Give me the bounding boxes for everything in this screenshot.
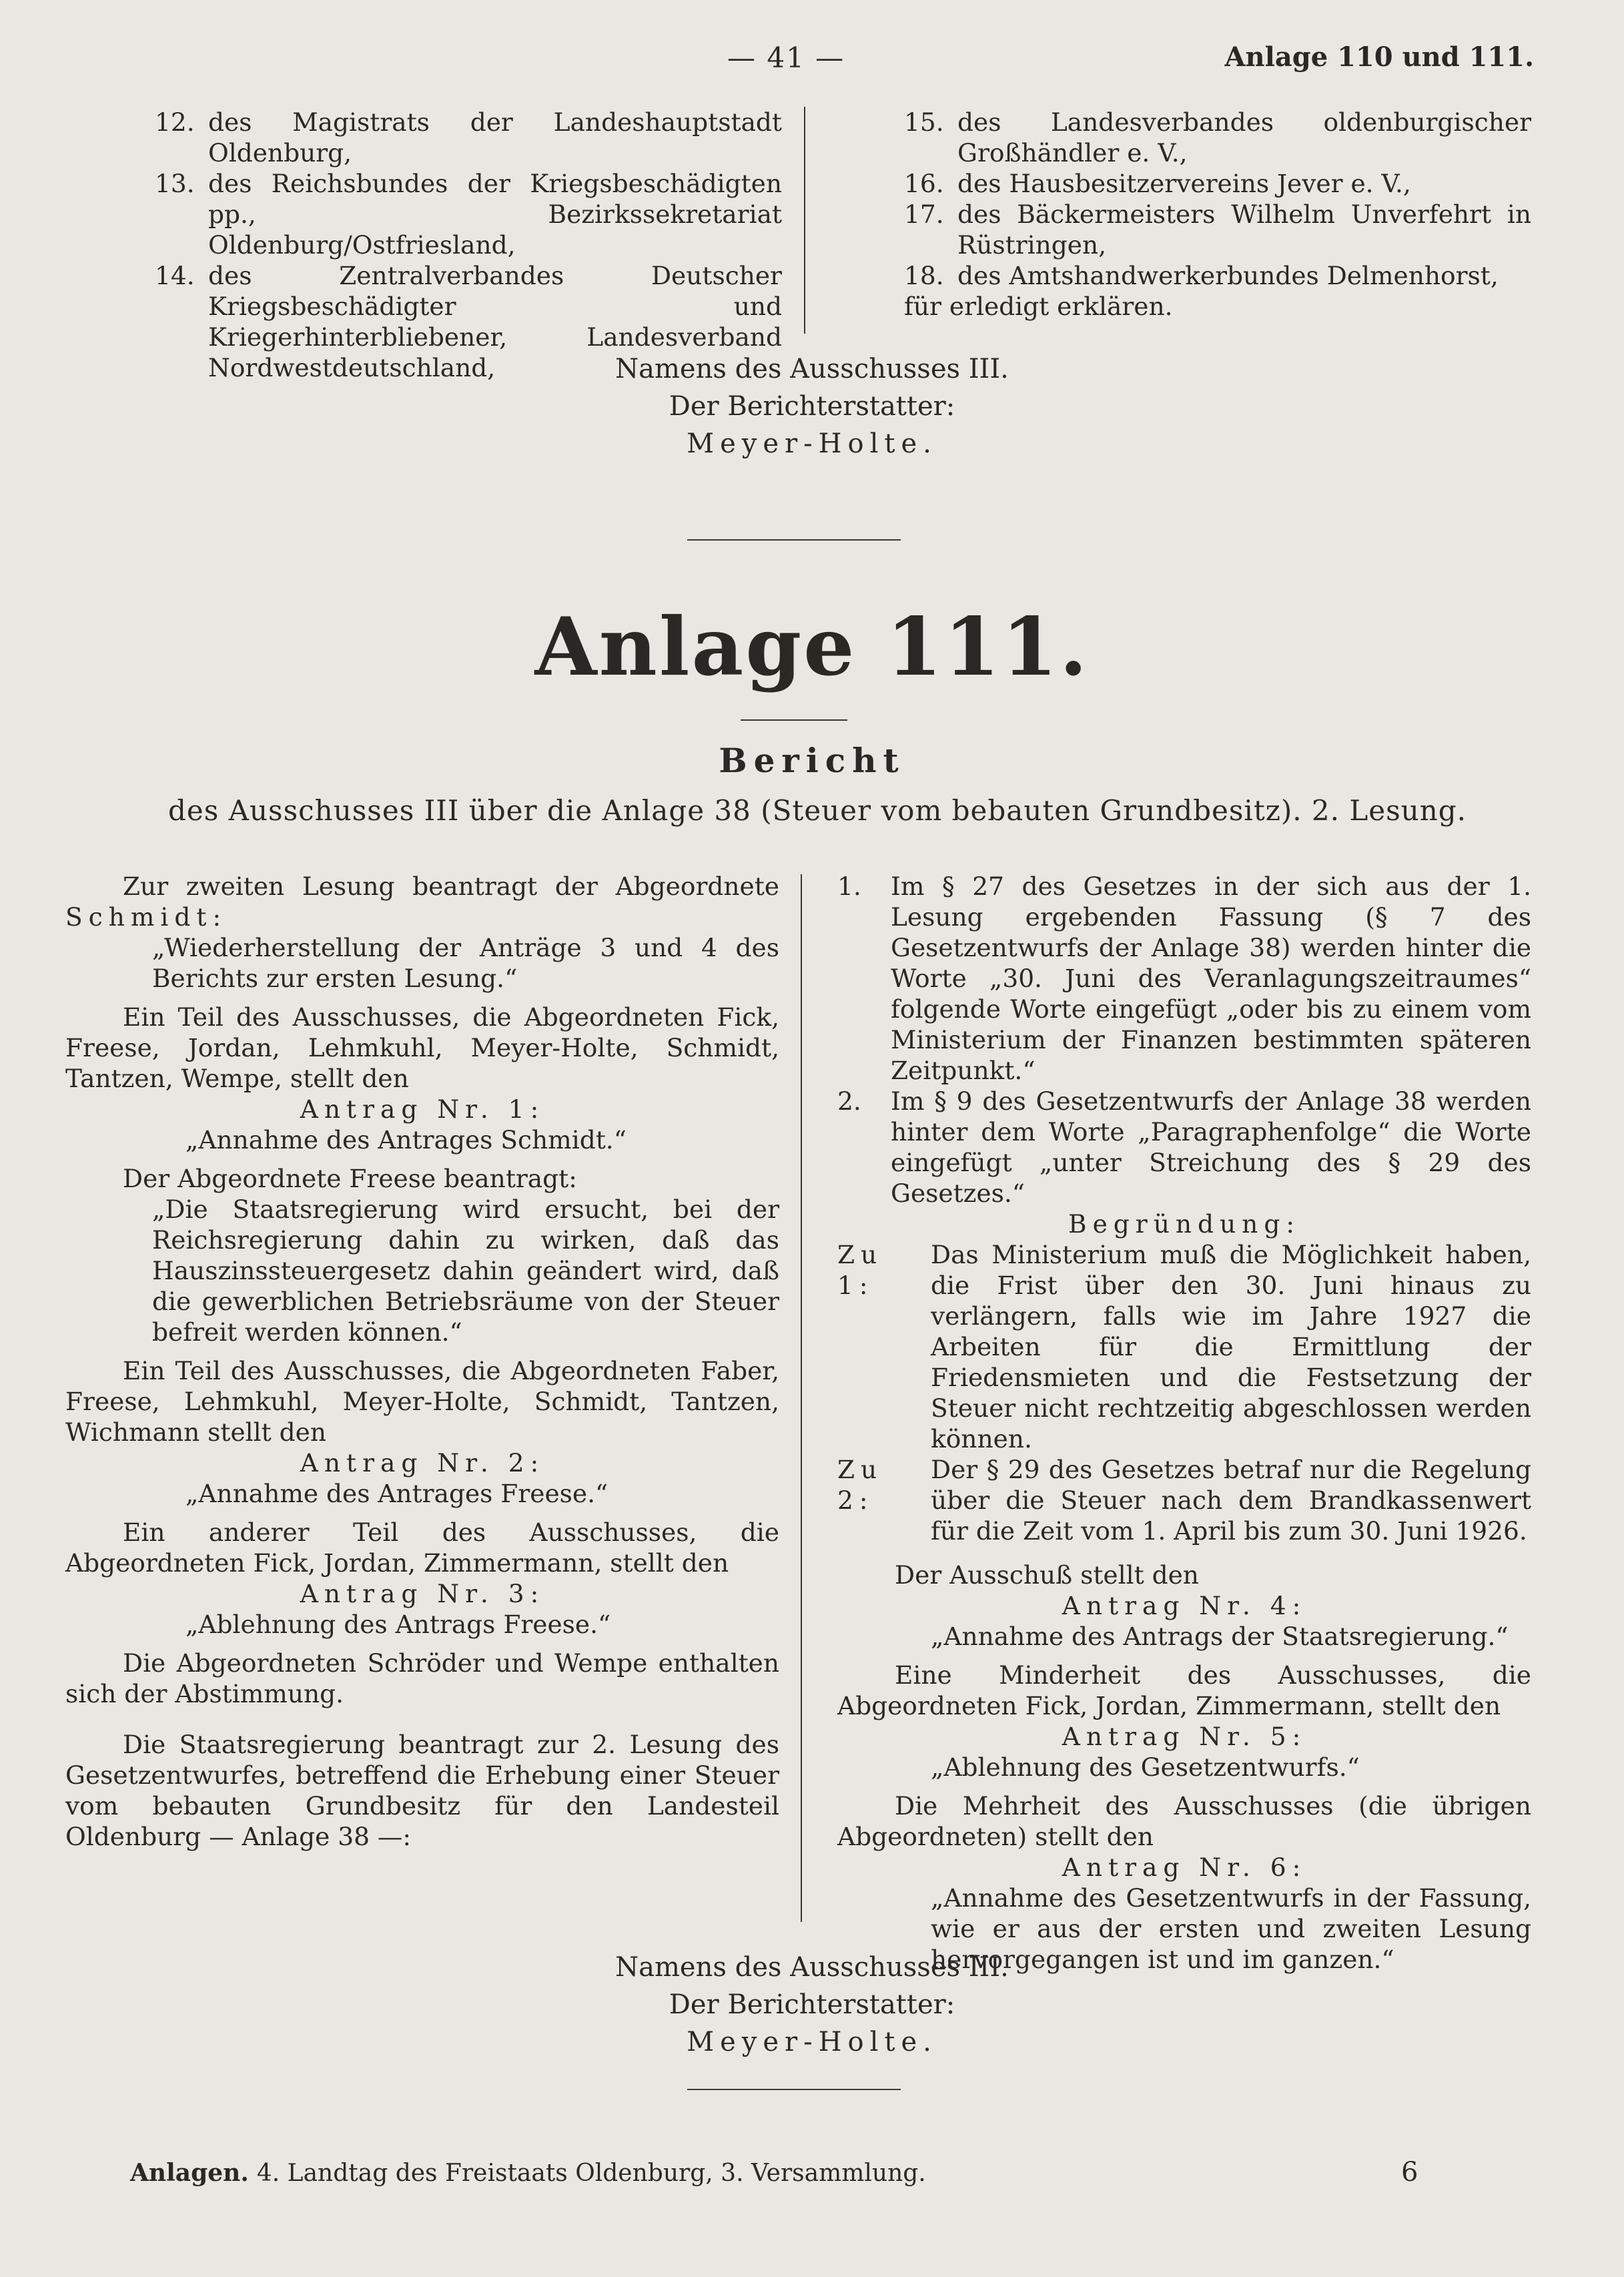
signature-name: Meyer-Holte. — [687, 2027, 937, 2057]
item-text: des Landesverbandes oldenburgischer Großhändler e. V., — [957, 107, 1531, 168]
title-underline — [741, 719, 847, 721]
list-item — [904, 199, 1531, 260]
list-item — [904, 168, 1531, 199]
deputy-name: Schmidt: — [65, 902, 228, 932]
signature-committee: Namens des Ausschusses III. — [615, 354, 1009, 384]
antrag-heading: Antrag Nr. 5: — [1062, 1722, 1307, 1751]
antrag-heading: Antrag Nr. 3: — [300, 1579, 545, 1608]
signature-role: Der Berichterstatter: — [669, 1989, 955, 2020]
list-item — [155, 107, 782, 168]
item-text: des Reichsbundes der Kriegsbeschädigten pp., Bezirkssekretariat Oldenburg/Ostfriesland, — [208, 169, 782, 260]
item-number: 16. — [904, 169, 944, 198]
top-left-list — [155, 107, 782, 383]
antrag-text: „Annahme des Antrages Freese.“ — [185, 1479, 608, 1508]
item-text: des Amtshandwerkerbundes Delmenhorst, — [957, 261, 1499, 290]
closing-text: für erledigt erklären. — [904, 292, 1173, 321]
signature-role: Der Berichterstatter: — [669, 391, 955, 422]
antrag-text: „Annahme des Antrages Schmidt.“ — [185, 1125, 627, 1155]
justification-text: Das Ministerium muß die Möglichkeit haben, die Frist über den 30. Juni hinaus zu verlängern, falls wie im Jahre 1927 die Arbeiten für die Ermittlung der Friedensmieten und die Festsetzung der Steuer nicht rechtzeitig abgeschlossen werden können. — [931, 1240, 1531, 1453]
justification-label: Zu 2: — [837, 1455, 883, 1515]
antrag-text: „Annahme des Antrags der Staatsregierung.“ — [931, 1622, 1509, 1651]
paragraph: Die Abgeordneten Schröder und Wempe enthalten sich der Abstimmung. — [65, 1648, 779, 1708]
running-title: Anlage 110 und 111. — [1224, 41, 1534, 73]
right-column — [837, 871, 1531, 1975]
justification-label: Zu 1: — [837, 1240, 883, 1300]
sheet-number: 6 — [1401, 2157, 1418, 2188]
antrag-text: „Ablehnung des Antrags Freese.“ — [185, 1610, 611, 1639]
paragraph: Die Staatsregierung beantragt zur 2. Lesung des Gesetzentwurfes, betreffend die Erhebung einer Steuer vom bebauten Grundbesitz für den Landesteil Oldenburg — Anlage 38 —: — [65, 1730, 779, 1851]
paragraph: Der Ausschuß stellt den — [895, 1560, 1199, 1590]
paragraph — [65, 871, 779, 932]
quote: „Wiederherstellung der Anträge 3 und 4 des Berichts zur ersten Lesung.“ — [152, 933, 779, 993]
top-right-list — [904, 107, 1531, 322]
paragraph: Ein Teil des Ausschusses, die Abgeordneten Faber, Freese, Lehmkuhl, Meyer-Holte, Schmidt, Tantzen, Wichmann stellt den — [65, 1356, 779, 1447]
list-item — [904, 260, 1531, 291]
antrag-text: „Ablehnung des Gesetzentwurfs.“ — [931, 1752, 1360, 1782]
item-text: des Bäckermeisters Wilhelm Unverfehrt in Rüstringen, — [957, 200, 1531, 260]
list-item — [904, 107, 1531, 168]
item-number: 15. — [904, 107, 944, 137]
report-subtitle: des Ausschusses III über die Anlage 38 (Steuer vom bebauten Grundbesitz). 2. Lesung. — [168, 794, 1467, 827]
section-divider — [687, 539, 901, 541]
column-divider — [804, 107, 805, 334]
antrag-heading: Antrag Nr. 2: — [300, 1448, 545, 1478]
paragraph: Ein Teil des Ausschusses, die Abgeordneten Fick, Freese, Jordan, Lehmkuhl, Meyer-Holte, Schmidt, Tantzen, Wempe, stellt den — [65, 1002, 779, 1093]
antrag-heading: Antrag Nr. 6: — [1062, 1853, 1307, 1882]
paragraph: Ein anderer Teil des Ausschusses, die Abgeordneten Fick, Jordan, Zimmermann, stellt den — [65, 1518, 779, 1578]
quote: „Die Staatsregierung wird ersucht, bei der Reichsregierung dahin zu wirken, daß das Hauszinssteuergesetz dahin geändert wird, daß die gewerblichen Betriebsräume von der Steuer befreit werden können.“ — [152, 1195, 779, 1347]
footer-text: 4. Landtag des Freistaats Oldenburg, 3. Versammlung. — [256, 2160, 926, 2187]
paragraph-text: Zur zweiten Lesung beantragt der Abgeordnete — [123, 872, 779, 901]
item-text: des Hausbesitzervereins Jever e. V., — [957, 169, 1411, 198]
item-text: des Zentralverbandes Deutscher Kriegsbeschädigter und Kriegerhinterbliebener, Landesverband Nordwestdeutschland, — [208, 261, 782, 382]
page-number: — 41 — — [727, 41, 845, 74]
antrag-text: „Annahme des Gesetzentwurfs in der Fassung, wie er aus der ersten und zweiten Lesung hervorgegangen ist und im ganzen.“ — [931, 1883, 1531, 1974]
item-number: 2. — [837, 1086, 861, 1116]
item-number: 14. — [155, 261, 195, 290]
signature-name: Meyer-Holte. — [687, 428, 937, 459]
list-item — [837, 1086, 1531, 1209]
list-item — [155, 168, 782, 260]
antrag-heading: Antrag Nr. 1: — [300, 1094, 545, 1124]
antrag-heading: Antrag Nr. 4: — [1062, 1591, 1307, 1620]
item-number: 17. — [904, 200, 944, 229]
item-number: 1. — [837, 872, 861, 901]
top-signature — [0, 350, 1624, 462]
begruendung-heading: Begründung: — [1068, 1209, 1300, 1239]
justification-item — [837, 1239, 1531, 1454]
footer-label: Anlagen. — [130, 2159, 249, 2187]
item-number: 18. — [904, 261, 944, 290]
footer — [130, 2159, 926, 2187]
paragraph: Die Mehrheit des Ausschusses (die übrigen Abgeordneten) stellt den — [837, 1791, 1531, 1851]
item-number: 12. — [155, 107, 195, 137]
item-text: Im § 9 des Gesetzentwurfs der Anlage 38 werden hinter dem Worte „Paragraphenfolge“ die Worte eingefügt „unter Streichung des § 29 des Gesetzes.“ — [891, 1086, 1531, 1208]
item-number: 13. — [155, 169, 195, 198]
paragraph: Eine Minderheit des Ausschusses, die Abgeordneten Fick, Jordan, Zimmermann, stellt den — [837, 1660, 1531, 1720]
justification-text: Der § 29 des Gesetzes betraf nur die Regelung über die Steuer nach dem Brandkassenwert für die Zeit vom 1. April bis zum 30. Juni 1926. — [931, 1455, 1531, 1546]
column-divider — [801, 874, 802, 1922]
paragraph: Der Abgeordnete Freese beantragt: — [123, 1164, 577, 1193]
left-column — [65, 871, 779, 1852]
justification-item — [837, 1454, 1531, 1546]
item-text: des Magistrats der Landeshauptstadt Oldenburg, — [208, 107, 782, 168]
section-divider — [687, 2089, 901, 2090]
signature-committee: Namens des Ausschusses III. — [615, 1952, 1009, 1983]
bottom-signature — [0, 1949, 1624, 2061]
list-item — [837, 871, 1531, 1086]
anlage-title: Anlage 111. — [534, 600, 1090, 694]
report-label: Bericht — [719, 741, 905, 780]
item-text: Im § 27 des Gesetzes in der sich aus der 1. Lesung ergebenden Fassung (§ 7 des Gesetzentwurfs der Anlage 38) werden hinter die Worte „30. Juni des Veranlagungszeitraumes“ folgende Worte eingefügt „oder bis zu einem vom Ministerium der Finanzen bestimmten späteren Zeitpunkt.“ — [891, 872, 1531, 1085]
